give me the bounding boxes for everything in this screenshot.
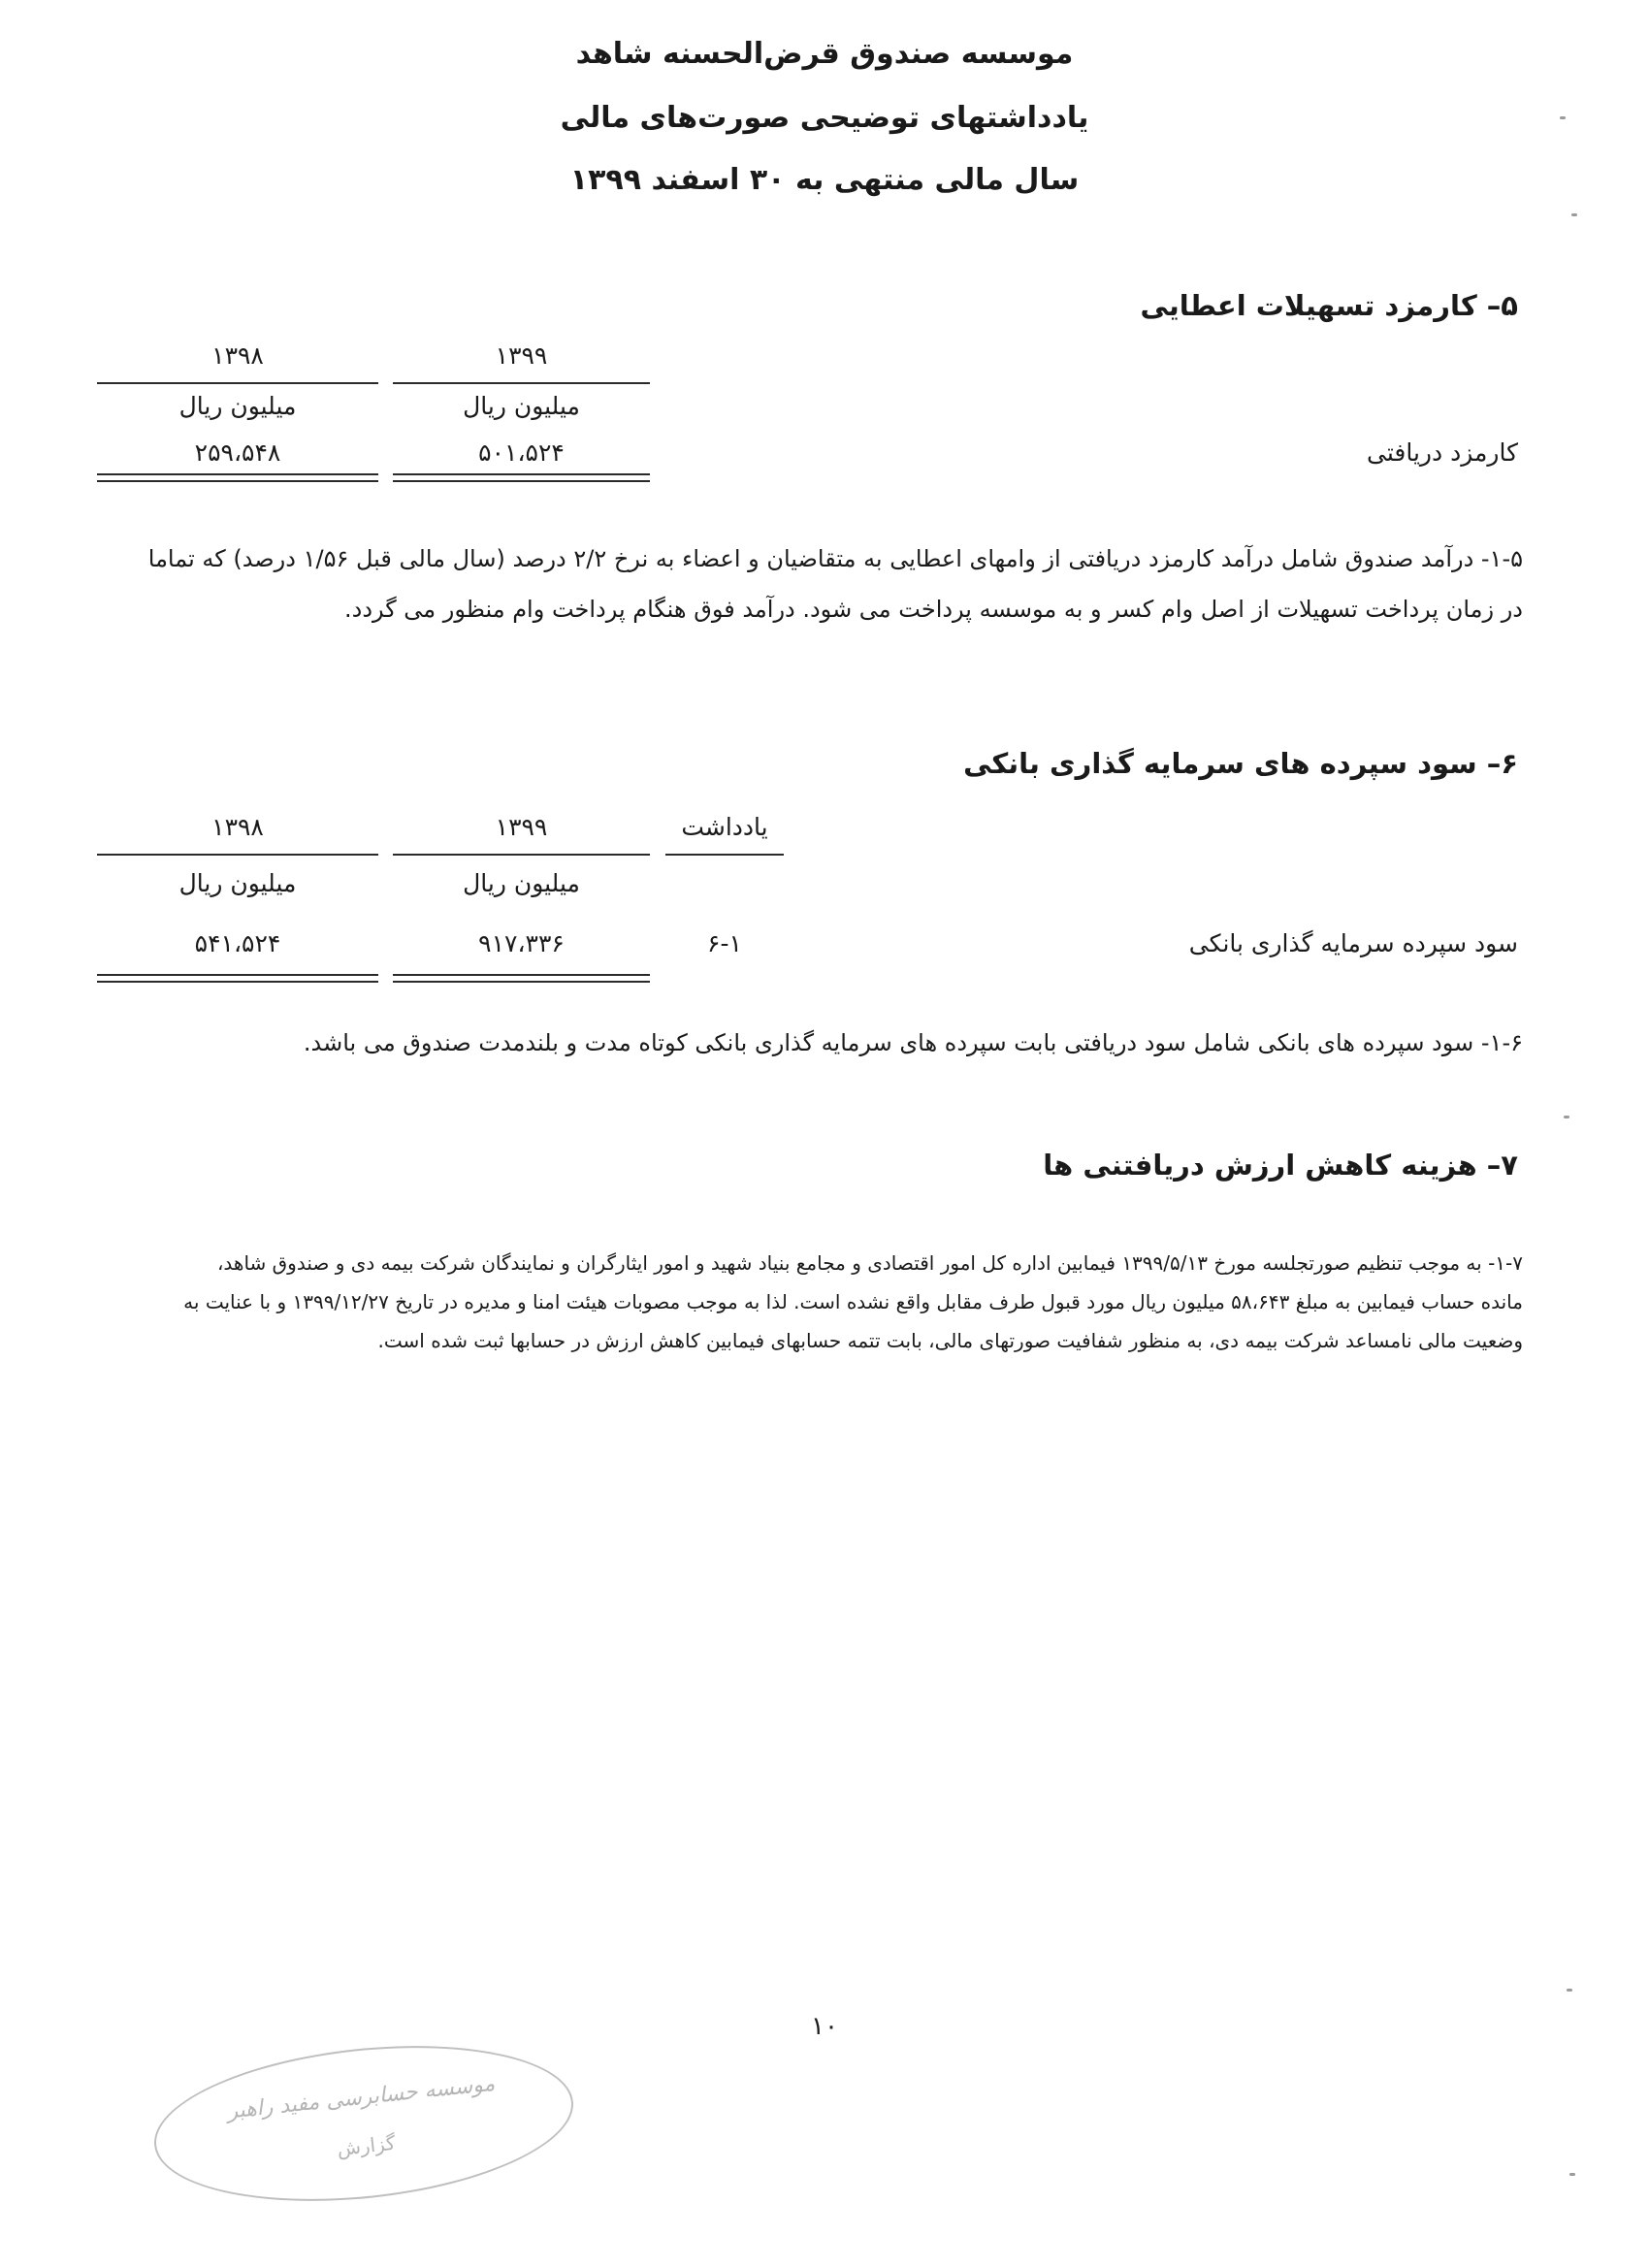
- stamp-line-2: گزارش: [336, 2130, 397, 2160]
- section-6-note: ۱-۶- سود سپرده های بانکی شامل سود دریافتی بابت سپرده های سرمایه گذاری بانکی کوتاه مدت و بلندمدت صندوق می باشد.: [303, 1029, 1523, 1056]
- section-6-value-1399: ۹۱۷،۳۳۶: [478, 929, 565, 957]
- section-5-note-line-1: ۱-۵- درآمد صندوق شامل درآمد کارمزد دریافتی از وامهای اعطایی به متقاضیان و اعضاء به نرخ ۲/۲ درصد (سال مالی قبل ۱/۵۶ درصد) که تماما: [147, 545, 1523, 572]
- section-5-note-line-2: در زمان پرداخت تسهیلات از اصل وام کسر و به موسسه پرداخت می شود. درآمد فوق هنگام پرداخت وام منظور می گردد.: [344, 596, 1523, 623]
- organization-title: موسسه صندوق قرض‌الحسنه شاهد: [575, 37, 1074, 71]
- section-6-value-1398: ۵۴۱،۵۲۴: [194, 929, 281, 957]
- section-7-note-line-3: وضعیت مالی نامساعد شرکت بیمه دی، به منظور شفافیت صورتهای مالی، بابت تتمه حسابهای فیمابین کاهش ارزش در حسابها ثبت شده است.: [377, 1329, 1523, 1352]
- section-6-total-rule-1399: [393, 974, 650, 983]
- section-6-header-rule-1398: [97, 854, 378, 856]
- scan-speck: [1569, 2173, 1575, 2176]
- section-7-title: ۷– هزینه کاهش ارزش دریافتنی ها: [1043, 1149, 1518, 1182]
- page-number: ۱۰: [811, 2012, 838, 2041]
- section-5-unit-1398: میلیون ریال: [178, 392, 297, 420]
- section-6-unit-1398: میلیون ریال: [178, 869, 297, 897]
- section-5-col-1398: ۱۳۹۸: [211, 341, 264, 370]
- section-6-header-rule-1399: [393, 854, 650, 856]
- scan-speck: [1564, 1116, 1569, 1118]
- section-7-note-line-2: مانده حساب فیمابین به مبلغ ۵۸،۶۴۳ میلیون ریال مورد قبول طرف مقابل واقع نشده است. لذا به موجب مصوبات هیئت امنا و مدیره در تاریخ ۱۳۹۹/۱۲/۲۷ و با عنایت به: [183, 1290, 1523, 1313]
- section-5-unit-1399: میلیون ریال: [463, 392, 580, 420]
- section-5-header-rule-1399: [393, 382, 650, 384]
- section-6-col-1398: ۱۳۹۸: [211, 813, 264, 841]
- section-5-total-rule-1398: [97, 473, 378, 482]
- scan-speck: [1560, 116, 1566, 119]
- section-5-title: ۵– کارمزد تسهیلات اعطایی: [1140, 289, 1518, 322]
- section-5-total-rule-1399: [393, 473, 650, 482]
- section-6-row-label: سود سپرده سرمایه گذاری بانکی: [1188, 929, 1518, 957]
- section-5-header-rule-1398: [97, 382, 378, 384]
- scan-speck: [1571, 213, 1577, 216]
- section-6-col-1399: ۱۳۹۹: [495, 813, 548, 841]
- auditor-stamp: [146, 2027, 581, 2220]
- fiscal-year-title: سال مالی منتهی به ۳۰ اسفند ۱۳۹۹: [569, 163, 1080, 197]
- section-6-title: ۶– سود سپرده های سرمایه گذاری بانکی: [963, 747, 1518, 780]
- section-6-unit-1399: میلیون ریال: [463, 869, 580, 897]
- section-6-header-rule-note: [665, 854, 784, 856]
- section-6-col-note: یادداشت: [681, 813, 768, 841]
- document-title: یادداشتهای توضیحی صورت‌های مالی: [560, 101, 1089, 135]
- section-5-col-1399: ۱۳۹۹: [495, 341, 548, 370]
- section-5-value-1398: ۲۵۹،۵۴۸: [194, 438, 281, 467]
- scan-speck: [1567, 1989, 1572, 1992]
- section-6-total-rule-1398: [97, 974, 378, 983]
- section-6-row-note: ۶-۱: [707, 929, 742, 957]
- section-7-note-line-1: ۱-۷- به موجب تنظیم صورتجلسه مورخ ۱۳۹۹/۵/۱۳ فیمابین اداره کل امور اقتصادی و مجامع بنیاد شهید و امور ایثارگران و نمایندگان شرکت بیمه دی و صندوق شاهد،: [216, 1251, 1523, 1275]
- section-5-row-label: کارمزد دریافتی: [1367, 438, 1518, 467]
- section-5-value-1399: ۵۰۱،۵۲۴: [478, 438, 565, 467]
- stamp-line-1: موسسه حسابرسی مفید راهبر: [226, 2071, 497, 2124]
